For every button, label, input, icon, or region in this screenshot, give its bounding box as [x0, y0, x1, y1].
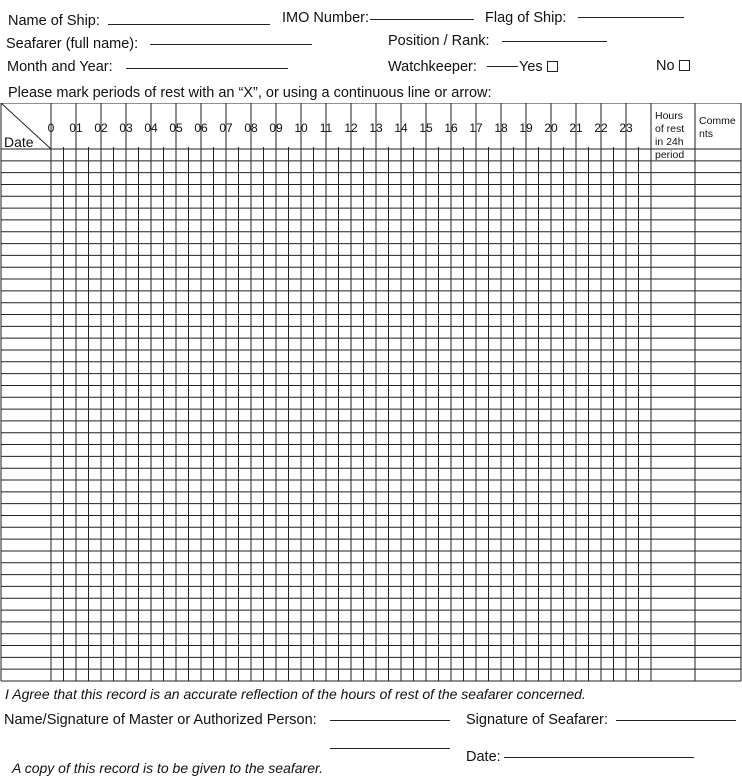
date-field[interactable] — [504, 757, 694, 758]
yes-label: Yes — [519, 59, 543, 75]
master-signature-field-2[interactable] — [330, 748, 450, 749]
hours-rest-header-line: of rest — [655, 123, 685, 135]
watchkeeper-label: Watchkeeper: — [388, 59, 477, 75]
copy-note: A copy of this record is to be given to the seafarer. — [12, 760, 324, 776]
yes-checkbox[interactable] — [547, 61, 558, 72]
watchkeeper-line — [487, 66, 518, 67]
instruction-text: Please mark periods of rest with an “X”, or using a continuous line or arrow: — [8, 85, 492, 101]
hour-label-11: 11 — [319, 121, 333, 135]
name-of-ship-label: Name of Ship: — [8, 13, 100, 29]
rest-hours-grid — [0, 103, 742, 685]
seafarer-signature-field[interactable] — [616, 720, 736, 721]
hours-rest-header-line: in 24h — [655, 136, 684, 148]
hours-rest-header-line: Hours — [655, 110, 684, 122]
hour-label-17: 17 — [469, 121, 483, 135]
hour-label-07: 07 — [219, 121, 233, 135]
no-checkbox[interactable] — [679, 60, 690, 71]
hour-label-14: 14 — [394, 121, 408, 135]
hour-label-23: 23 — [619, 121, 633, 135]
hour-label-21: 21 — [569, 121, 583, 135]
hour-label-22: 22 — [594, 121, 608, 135]
imo-number-label: IMO Number: — [282, 10, 370, 26]
hour-label-08: 08 — [244, 121, 258, 135]
hour-label-0: 0 — [47, 121, 55, 135]
seafarer-signature-label: Signature of Seafarer: — [466, 712, 608, 728]
hours-rest-header-line: period — [655, 149, 685, 161]
date-header-label: Date — [4, 134, 34, 150]
no-label: No — [656, 58, 675, 74]
comments-header-line: Comme — [699, 115, 736, 127]
hour-label-12: 12 — [344, 121, 358, 135]
month-year-label: Month and Year: — [7, 59, 113, 75]
hour-label-10: 10 — [294, 121, 308, 135]
position-rank-label: Position / Rank: — [388, 33, 490, 49]
hour-label-16: 16 — [444, 121, 458, 135]
hour-label-06: 06 — [194, 121, 208, 135]
agreement-statement: I Agree that this record is an accurate reflection of the hours of rest of the seafarer concerned. — [5, 686, 586, 702]
master-signature-field[interactable] — [330, 720, 450, 721]
position-rank-field[interactable] — [502, 41, 607, 42]
hour-label-09: 09 — [269, 121, 283, 135]
master-signature-label: Name/Signature of Master or Authorized Person: — [4, 712, 317, 728]
hour-label-13: 13 — [369, 121, 383, 135]
hour-label-03: 03 — [119, 121, 133, 135]
name-of-ship-field[interactable] — [108, 24, 270, 25]
hour-label-02: 02 — [94, 121, 108, 135]
hour-label-18: 18 — [494, 121, 508, 135]
date-label: Date: — [466, 749, 501, 765]
hour-label-01: 01 — [69, 121, 83, 135]
hour-label-05: 05 — [169, 121, 183, 135]
imo-number-field[interactable] — [370, 19, 474, 20]
flag-of-ship-label: Flag of Ship: — [485, 10, 567, 26]
flag-of-ship-field[interactable] — [578, 17, 684, 18]
seafarer-name-label: Seafarer (full name): — [6, 36, 139, 52]
hour-label-20: 20 — [544, 121, 558, 135]
hour-label-19: 19 — [519, 121, 533, 135]
hour-label-15: 15 — [419, 121, 433, 135]
comments-header-line: nts — [699, 128, 714, 140]
month-year-field[interactable] — [126, 68, 288, 69]
hour-label-04: 04 — [144, 121, 158, 135]
seafarer-name-field[interactable] — [150, 44, 312, 45]
